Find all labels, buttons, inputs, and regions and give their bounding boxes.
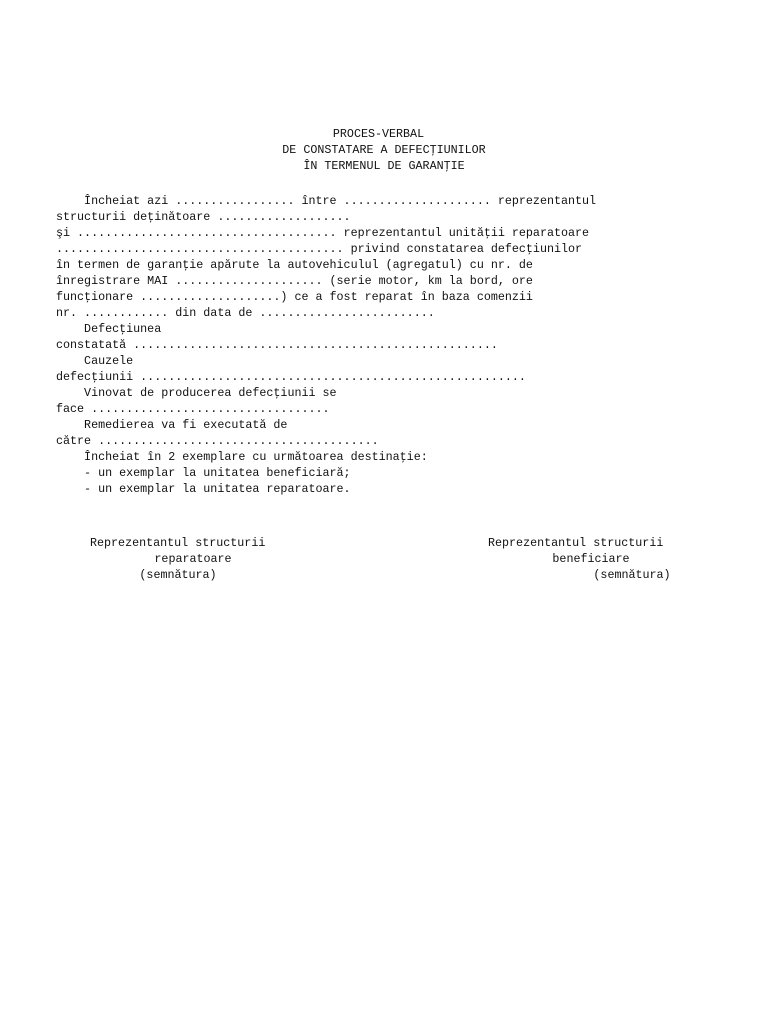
- body-line: constatată ....................................................: [56, 338, 498, 352]
- body-line: face ..................................: [56, 402, 330, 416]
- body-line: defecţiunii .......................................................: [56, 370, 526, 384]
- body-line: Cauzele: [56, 354, 134, 368]
- body-line: Vinovat de producerea defecţiunii se: [56, 386, 337, 400]
- document-subtitle-warranty: ÎN TERMENUL DE GARANŢIE: [303, 159, 465, 173]
- body-line: - un exemplar la unitatea reparatoare.: [56, 482, 351, 496]
- signature-right-sign-label: (semnătura): [593, 568, 671, 582]
- body-line: Încheiat în 2 exemplare cu următoarea destinaţie:: [56, 450, 428, 464]
- body-line: - un exemplar la unitatea beneficiară;: [56, 466, 351, 480]
- document-title: PROCES-VERBAL: [332, 127, 425, 141]
- body-line: şi ..................................... reprezentantul unităţii reparatoare: [56, 226, 590, 240]
- document-subtitle: DE CONSTATARE A DEFECŢIUNILOR: [282, 143, 486, 157]
- body-line: structurii deţinătoare ...................: [56, 210, 351, 224]
- body-line: către ........................................: [56, 434, 379, 448]
- signature-right-structure: beneficiare: [552, 552, 630, 566]
- body-line: Remedierea va fi executată de: [56, 418, 288, 432]
- signature-left-title: Reprezentantul structurii: [90, 536, 266, 550]
- signature-left-sign-label: (semnătura): [139, 568, 217, 582]
- body-line: în termen de garanţie apărute la autovehiculul (agregatul) cu nr. de: [56, 258, 533, 272]
- body-line: înregistrare MAI ..................... (serie motor, km la bord, ore: [56, 274, 533, 288]
- signature-right-title: Reprezentantul structurii: [488, 536, 664, 550]
- body-line: nr. ............ din data de .........................: [56, 306, 435, 320]
- body-line: Defecţiunea: [56, 322, 162, 336]
- signature-left-structure: reparatoare: [154, 552, 232, 566]
- body-line: funcţionare ....................) ce a fost reparat în baza comenzii: [56, 290, 533, 304]
- body-line: Încheiat azi ................. între ..................... reprezentantul: [56, 194, 597, 208]
- body-line: ......................................... privind constatarea defecţiunilor: [56, 242, 583, 256]
